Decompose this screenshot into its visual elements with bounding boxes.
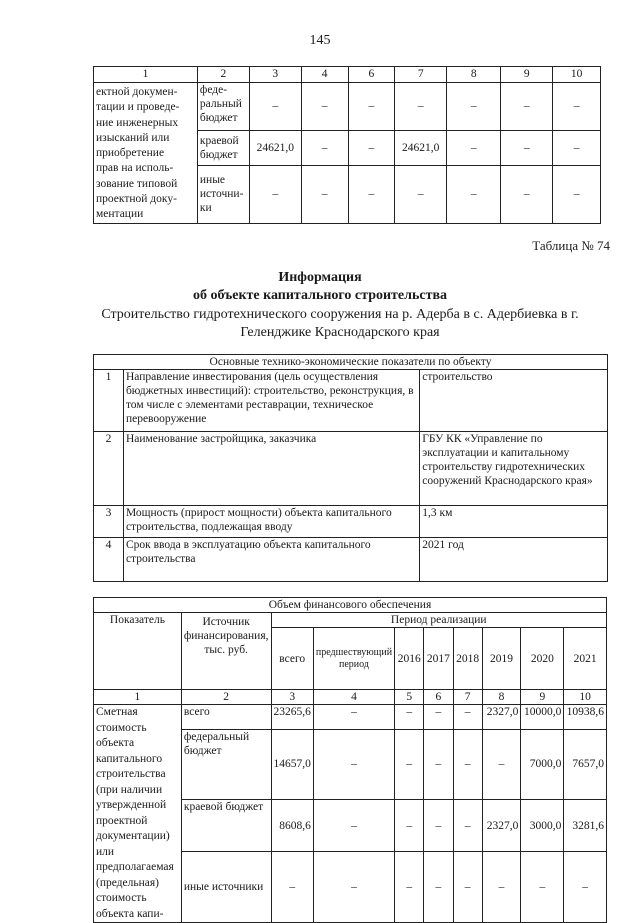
col-header: 4 — [301, 67, 348, 83]
col-header: 8 — [447, 67, 501, 83]
value-cell: – — [424, 852, 453, 923]
header-row — [94, 613, 607, 628]
col-number: 8 — [482, 690, 521, 705]
col-year: 2017 — [424, 628, 453, 690]
col-source: Источник финансирования, тыс. руб. — [181, 613, 271, 690]
indicator-cell — [94, 83, 198, 224]
table-row — [94, 83, 601, 131]
col-year: 2020 — [521, 628, 564, 690]
value-cell: – — [271, 852, 313, 923]
col-period: Период реализации — [271, 613, 607, 628]
line: бюджет — [199, 112, 238, 124]
row-number: 2 — [94, 432, 124, 506]
value-cell: – — [482, 729, 521, 800]
col-header: 6 — [348, 67, 395, 83]
value-cell: 24621,0 — [249, 130, 301, 165]
value-cell: – — [313, 705, 394, 730]
line: тации и проведе- — [96, 101, 180, 114]
value-cell: – — [301, 165, 348, 223]
table-header: Объем финансового обеспечения — [94, 598, 607, 613]
col-year: 2018 — [453, 628, 482, 690]
col-year: 2021 — [564, 628, 607, 690]
value-cell: – — [447, 165, 501, 223]
line: бюджет — [199, 148, 238, 161]
header-row — [94, 355, 608, 370]
table-header: Основные технико-экономические показатели по объекту — [94, 355, 608, 370]
value-cell: 14657,0 — [271, 729, 313, 800]
value-cell: 3000,0 — [521, 800, 564, 852]
table-row — [94, 506, 608, 538]
col-number: 9 — [521, 690, 564, 705]
value-cell: – — [348, 83, 395, 131]
row-value: ГБУ КК «Управление по эксплуатации и капитальному строительству гидротехнических сооружений Краснодарского края» — [420, 432, 608, 506]
col-header: 1 — [94, 67, 198, 83]
col-number: 3 — [271, 690, 313, 705]
header-row — [94, 598, 607, 613]
row-value: строительство — [420, 370, 608, 432]
value-cell: – — [453, 852, 482, 923]
table-number: Таблица № 74 — [532, 238, 610, 253]
value-cell: – — [447, 130, 501, 165]
row-name: Мощность (прирост мощности) объекта капитального строительства, подлежащая вводу — [123, 506, 419, 538]
line: источни- — [199, 188, 244, 201]
value-cell: – — [521, 852, 564, 923]
value-cell: – — [395, 729, 424, 800]
header-row — [94, 67, 601, 83]
value-cell: 10000,0 — [521, 705, 564, 730]
value-cell: – — [501, 83, 553, 131]
value-cell: – — [447, 83, 501, 131]
value-cell: – — [501, 130, 553, 165]
page-number: 145 — [309, 33, 331, 48]
col-header: 9 — [501, 67, 553, 83]
value-cell: – — [301, 83, 348, 131]
value-cell: 2327,0 — [482, 800, 521, 852]
col-year: 2016 — [395, 628, 424, 690]
line: иные — [199, 174, 226, 187]
value-cell: – — [564, 852, 607, 923]
value-cell: 24621,0 — [395, 130, 447, 165]
value-cell: – — [301, 130, 348, 165]
finance-table — [93, 597, 607, 923]
table-row — [94, 538, 608, 582]
value-cell: – — [424, 729, 453, 800]
source-cell: иные источники — [181, 852, 271, 923]
col-indicator: Показатель — [94, 613, 182, 690]
indicator-cell: Сметная стоимость объекта капитального строительства (при наличии утвержденной проектной документации) или предполагаемая (предельная) стоимость объекта капи- — [94, 705, 182, 923]
row-number: 4 — [94, 538, 124, 582]
row-number: 3 — [94, 506, 124, 538]
source-cell — [197, 130, 249, 165]
object-name: Строительство гидротехнического сооружения на р. Адерба в с. Адербиевка в г. Геленджике Краснодарского края — [101, 307, 579, 340]
col-number: 7 — [453, 690, 482, 705]
value-cell: – — [453, 729, 482, 800]
value-cell: 23265,6 — [271, 705, 313, 730]
col-number: 4 — [313, 690, 394, 705]
value-cell: 2327,0 — [482, 705, 521, 730]
line: прав на исполь- — [96, 162, 174, 175]
row-name: Направление инвестирования (цель осуществления бюджетных инвестиций): строительство, реконструкция, в том числе с элементами реставрации, техническое перевооружение — [123, 370, 419, 432]
row-name: Срок ввода в эксплуатацию объекта капитального строительства — [123, 538, 419, 582]
value-cell: – — [313, 852, 394, 923]
value-cell: – — [553, 83, 601, 131]
value-cell: 8608,6 — [271, 800, 313, 852]
row-name: Наименование застройщика, заказчика — [123, 432, 419, 506]
row-number: 1 — [94, 370, 124, 432]
col-prev: предшествующий период — [313, 628, 394, 690]
line: ки — [199, 202, 212, 215]
value-cell: – — [395, 800, 424, 852]
col-header: 2 — [197, 67, 249, 83]
value-cell: – — [313, 800, 394, 852]
value-cell: – — [395, 165, 447, 223]
source-cell: федеральный бюджет — [181, 729, 271, 800]
indicators-table — [93, 354, 608, 582]
table-row — [94, 705, 607, 730]
source-cell — [197, 83, 249, 131]
line: ментации — [96, 208, 144, 221]
line: приобретение — [96, 147, 165, 160]
value-cell: – — [482, 852, 521, 923]
col-header: 7 — [395, 67, 447, 83]
col-number: 10 — [564, 690, 607, 705]
value-cell: – — [453, 800, 482, 852]
value-cell: – — [424, 800, 453, 852]
value-cell: – — [424, 705, 453, 730]
line: проектной доку- — [96, 193, 177, 206]
continuation-table — [93, 66, 601, 224]
line: ние инженерных — [96, 116, 179, 129]
col-number: 2 — [181, 690, 271, 705]
col-total: всего — [271, 628, 313, 690]
row-value: 1,3 км — [420, 506, 608, 538]
line: ектной докумен- — [96, 86, 178, 98]
row-value: 2021 год — [420, 538, 608, 582]
number-row — [94, 690, 607, 705]
source-cell: краевой бюджет — [181, 800, 271, 852]
line: зование типовой — [96, 177, 178, 190]
value-cell: – — [395, 852, 424, 923]
col-number: 6 — [424, 690, 453, 705]
line: ральный — [199, 98, 242, 110]
source-cell: всего — [181, 705, 271, 730]
value-cell: – — [249, 165, 301, 223]
table-row — [94, 370, 608, 432]
col-header: 3 — [249, 67, 301, 83]
col-number: 1 — [94, 690, 182, 705]
value-cell: – — [553, 165, 601, 223]
value-cell: – — [453, 705, 482, 730]
line: изысканий или — [96, 131, 170, 144]
value-cell: 7000,0 — [521, 729, 564, 800]
value-cell: – — [553, 130, 601, 165]
line: краевой — [199, 134, 239, 147]
source-cell — [197, 165, 249, 223]
value-cell: 10938,6 — [564, 705, 607, 730]
value-cell: – — [348, 130, 395, 165]
value-cell: – — [348, 165, 395, 223]
doc-title: Информация — [278, 270, 362, 285]
table-row — [94, 432, 608, 506]
value-cell: – — [249, 83, 301, 131]
value-cell: – — [313, 729, 394, 800]
value-cell: – — [395, 83, 447, 131]
value-cell: – — [395, 705, 424, 730]
value-cell: 3281,6 — [564, 800, 607, 852]
doc-subtitle: об объекте капитального строительства — [192, 288, 448, 303]
col-header: 10 — [553, 67, 601, 83]
value-cell: 7657,0 — [564, 729, 607, 800]
col-year: 2019 — [482, 628, 521, 690]
col-number: 5 — [395, 690, 424, 705]
line: феде- — [199, 84, 228, 96]
value-cell: – — [501, 165, 553, 223]
